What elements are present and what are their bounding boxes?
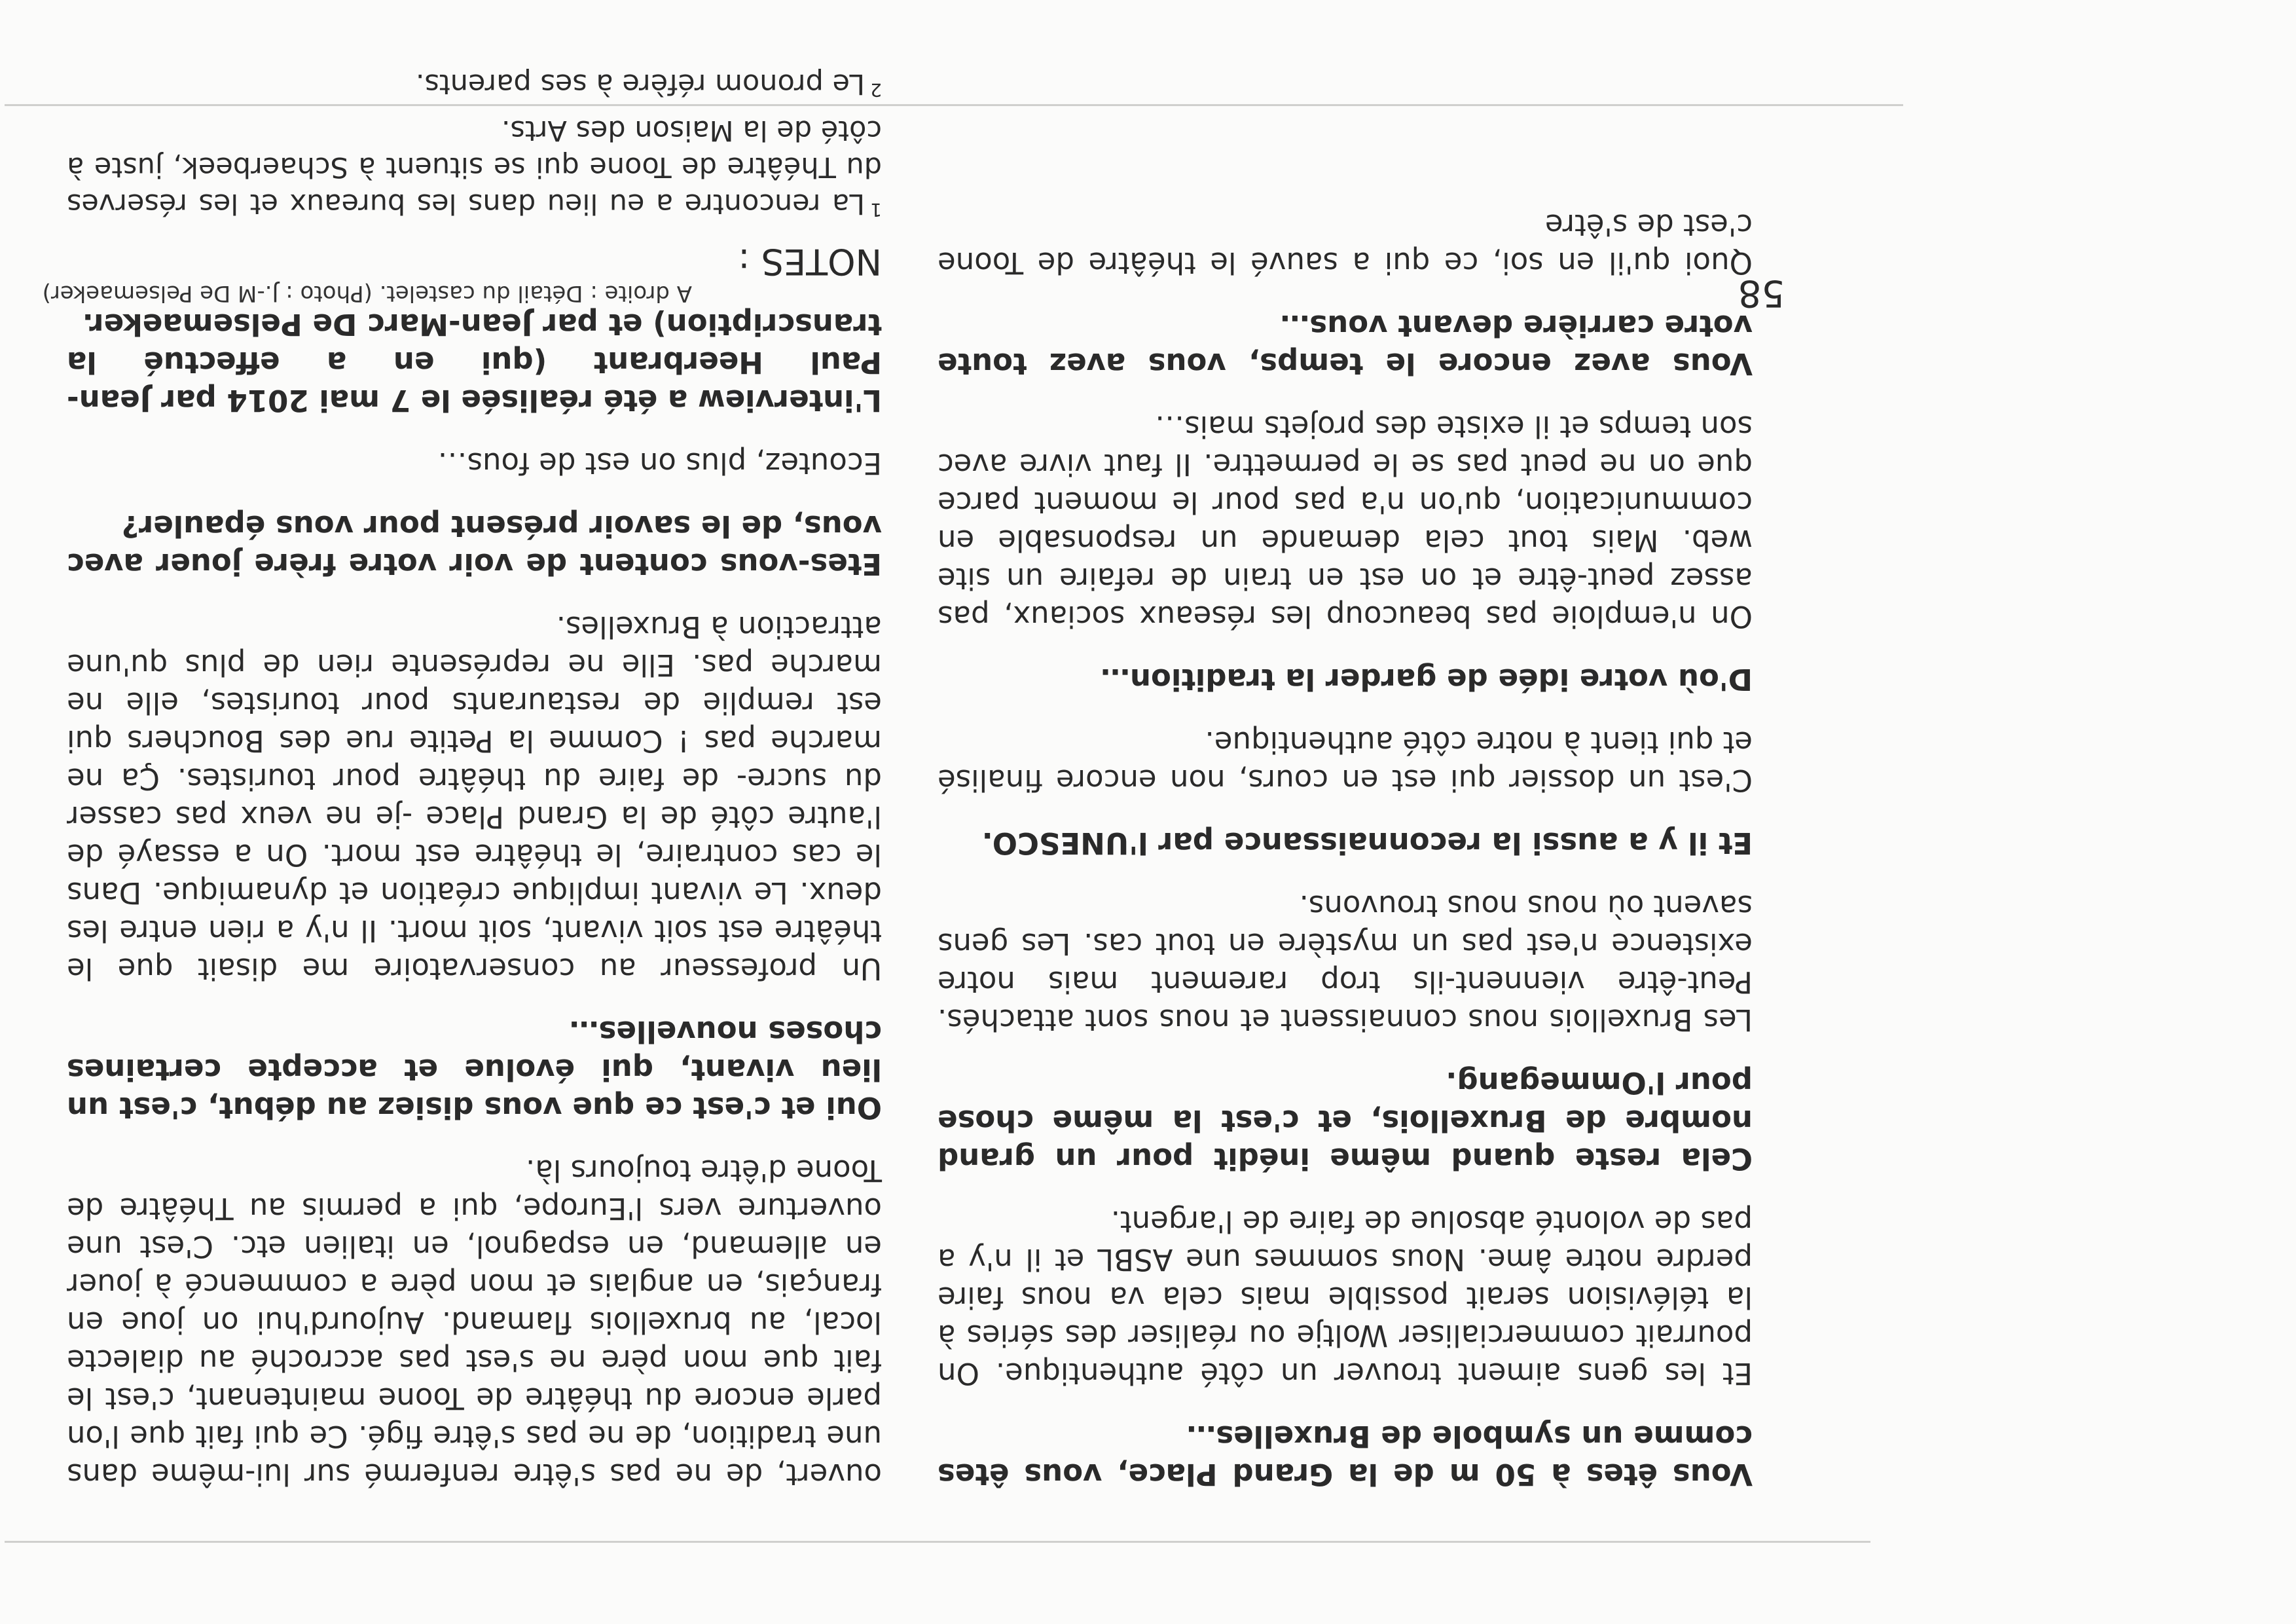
page-number: 58: [1738, 272, 1785, 314]
interview-question: Vous avez encore le temps, vous avez toute votre carrière devant vous…: [938, 308, 1753, 381]
interview-answer: Et les gens aiment trouver un côté authentique. On pourrait commercialiser Woltje ou réaliser des séries à la télévision serait possible mais cela va nous faire perdre notre âme. Nous sommes une ASBL et il n'y a pas de volonté absolue de faire de l'argent.: [938, 1204, 1753, 1391]
interview-question: L'interview a été réalisée le 7 mai 2014 par Jean-Paul Heerbrant (qui en a effectué la transcription) et par Jean-Marc De Pelsemaeker.: [67, 307, 882, 418]
interview-answer: Un professeur au conservatoire me disait que le théâtre est soit vivant, soit mort. Il n'y a rien entre les deux. Le vivant implique création et dynamique. Dans le cas contraire, le théâtre est mort. On a essayé de l'autre côté de la Grand Place -je ne veux pas casser du sucre- de faire du théâtre pour touristes. Ça ne marche pas ! Comme la Petite rue des Bouchers qui est remplie de restaurants pour touristes, elle ne marche pas. Elle ne représente rien de plus qu'une attraction à Bruxelles.: [67, 610, 882, 986]
interview-answer: ouvert, de ne pas s'être renfermé sur lui-même dans une tradition, de ne pas s'être figé. Ce qui fait que l'on parle encore du théâtre de Toone maintenant, c'est le fait que mon père ne s'est pas accroché au dialecte local, au bruxellois flamand. Aujourd'hui on joue en français, en anglais et mon père a commencé à jouer en allemand, en espagnol, en italien etc. C'est une ouverture vers l'Europe, qui a permis au Théâtre de Toone d'être toujours là.: [67, 1153, 882, 1492]
notes-heading: NOTES :: [738, 241, 882, 282]
footnote: [67, 65, 882, 108]
interview-question: D'où votre idée de garder la tradition…: [1100, 662, 1753, 697]
footnote-marker: 2: [870, 79, 882, 101]
interview-answer: Quoi qu'il en soi, ce qui a sauvé le théâtre de Toone c'est de s'être: [938, 208, 1753, 280]
footnote-marker: 1: [870, 199, 882, 221]
interview-question: Oui et c'est ce que vous disiez au début, c'est un lieu vivant, qui évolue et accepte certaines choses nouvelles…: [67, 1014, 882, 1125]
interview-answer: Ecoutez, plus on est de fous…: [437, 446, 882, 481]
interview-question: Vous êtes à 50 m de la Grand Place, vous êtes comme un symbole de Bruxelles…: [938, 1419, 1753, 1492]
bottom-page-edge: [5, 1541, 1870, 1543]
footnote: [67, 112, 882, 228]
photo-caption: A droite : Détail du castelet. (Photo : J.-M De Pelsemaeker): [42, 280, 692, 306]
footnote-text: Le pronom réfère à ses parents.: [415, 67, 866, 100]
left-text-column: [938, 181, 1753, 1493]
interview-question: Cela reste quand même inédit pour un grand nombre de Bruxellois, et c'est la même chose pour l'Ommegang.: [938, 1065, 1753, 1176]
right-text-column: [67, 62, 882, 1493]
interview-answer: On n'emploie pas beaucoup les réseaux sociaux, pas assez peut-être et on est en train de refaire un site web. Mais tout cela demande un responsable en communication, qu'on n'a pas pour le moment parce que on ne peut pas se le permettre. Il faut vivre avec son temps et il existe des projets mais…: [938, 409, 1753, 634]
footnote-text: La rencontre a eu lieu dans les bureaux et les réserves du Théâtre de Toone qui se situent à Schaerbeek, juste à côté de la Maison des Arts.: [67, 114, 882, 220]
interview-question: Etes-vous content de voir votre frère jouer avec vous, de le savoir présent pour vous épauler?: [67, 509, 882, 581]
interview-answer: Les Bruxellois nous connaissent et nous sont attachés. Peut-être viennent-ils trop rarement mais notre existence n'est pas un mystère en tout cas. Les gens savent où nous nous trouvons.: [938, 889, 1753, 1037]
interview-answer: C'est un dossier qui est en cours, non encore finalisé et qui tient à notre côté authentique.: [938, 725, 1753, 798]
interview-question: Et il y a aussi la reconnaissance par l'UNESCO.: [981, 826, 1753, 860]
